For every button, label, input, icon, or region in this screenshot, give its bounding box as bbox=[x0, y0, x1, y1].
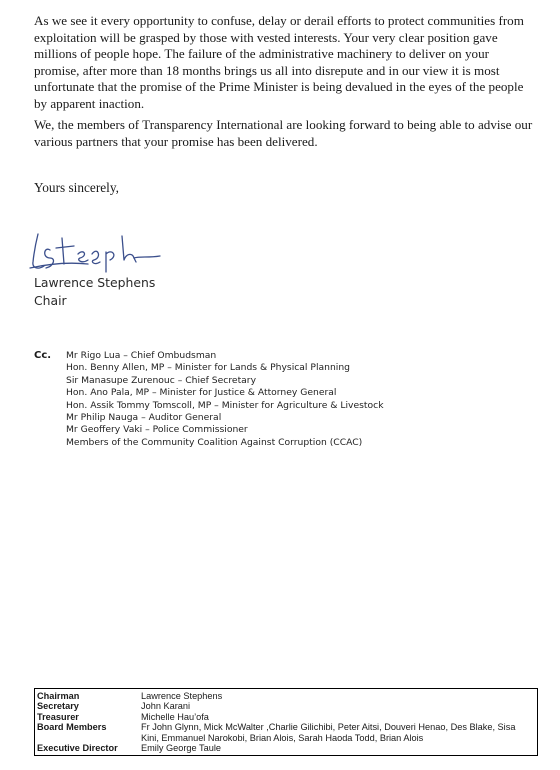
cc-recipient: Hon. Ano Pala, MP – Minister for Justice & Attorney General bbox=[66, 387, 337, 399]
cc-recipient: Mr Geoffery Vaki – Police Commissioner bbox=[66, 424, 248, 436]
footer-row-treasurer bbox=[35, 712, 537, 722]
signer-title: Chair bbox=[34, 293, 67, 308]
footer-label: Board Members bbox=[37, 722, 107, 733]
footer-value: Emily George Taule bbox=[141, 743, 222, 754]
footer-label: Treasurer bbox=[37, 711, 79, 722]
footer-row-chairman bbox=[35, 691, 537, 701]
cc-recipient: Mr Rigo Lua – Chief Ombudsman bbox=[66, 350, 217, 361]
cc-label: Cc. bbox=[34, 350, 52, 361]
cc-recipient-list bbox=[66, 350, 384, 449]
organization-officers-box bbox=[34, 688, 538, 756]
cc-recipient: Mr Philip Nauga – Auditor General bbox=[66, 412, 222, 424]
footer-value: Lawrence Stephens bbox=[141, 691, 223, 701]
footer-label: Secretary bbox=[37, 701, 79, 712]
footer-label: Chairman bbox=[37, 691, 80, 701]
signer-name: Lawrence Stephens bbox=[34, 275, 156, 290]
footer-label: Executive Director bbox=[37, 743, 118, 754]
body-paragraph-1: As we see it every opportunity to confuse, delay or derail efforts to protect communities from exploitation will be grasped by those with vested interests. Your very clear position gave millions of people hope. The failure of the administrative machinery to deliver on your promise, after more than 18 months brings us all into disrepute and in our view it is most unfortunate that the promise of the Prime Minister is being devalued in the eyes of the people by apparent inaction. bbox=[34, 13, 524, 111]
body-paragraph-2: We, the members of Transparency International are looking forward to being able to advise our various partners that your promise has been delivered. bbox=[34, 117, 533, 149]
footer-row-secretary bbox=[35, 701, 537, 711]
cc-recipient: Sir Manasupe Zurenouc – Chief Secretary bbox=[66, 374, 257, 386]
footer-row-executive-director bbox=[35, 743, 537, 753]
footer-value: Fr John Glynn, Mick McWalter ,Charlie Gilichibi, Peter Aitsi, Douveri Henao, Des Blake, Sisa Kini, Emmanuel Narokobi, Brian Alois, Sarah Haoda Todd, Brian Alois bbox=[141, 722, 516, 743]
footer-value: Michelle Hau’ofa bbox=[141, 711, 209, 722]
footer-row-board-members bbox=[35, 722, 537, 743]
closing-salutation: Yours sincerely, bbox=[34, 180, 119, 195]
cc-recipient: Hon. Assik Tommy Tomscoll, MP – Minister for Agriculture & Livestock bbox=[66, 399, 384, 411]
cc-recipient: Hon. Benny Allen, MP – Minister for Lands & Physical Planning bbox=[66, 362, 350, 374]
cc-recipient: Members of the Community Coalition Against Corruption (CCAC) bbox=[66, 436, 363, 448]
handwritten-signature bbox=[28, 228, 166, 274]
footer-value: John Karani bbox=[141, 701, 191, 712]
